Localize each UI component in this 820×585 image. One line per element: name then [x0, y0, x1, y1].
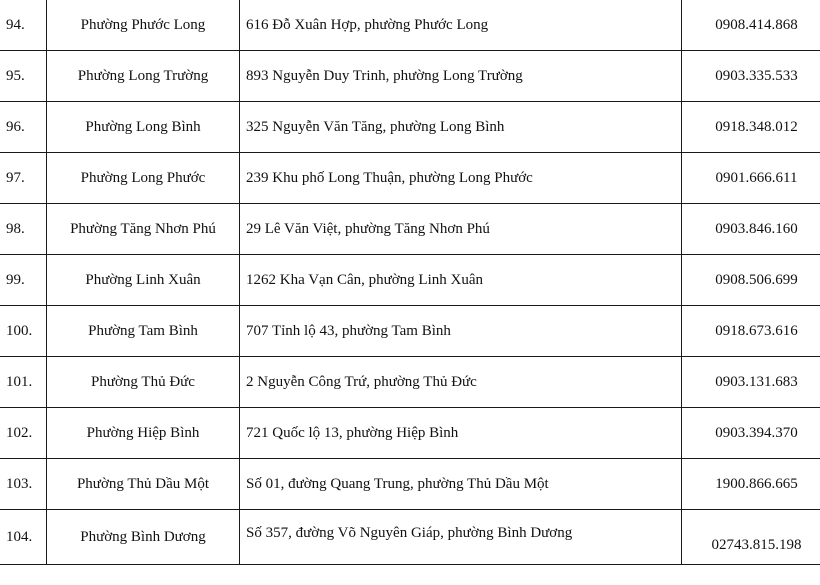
ward-address: 325 Nguyễn Văn Tăng, phường Long Bình [240, 102, 682, 153]
row-number: 100. [0, 306, 47, 357]
row-number: 104. [0, 510, 47, 565]
table-row [0, 204, 820, 255]
ward-phone: 0908.506.699 [682, 255, 820, 306]
ward-address: 707 Tỉnh lộ 43, phường Tam Bình [240, 306, 682, 357]
row-number: 94. [0, 0, 47, 51]
ward-phone: 0908.414.868 [682, 0, 820, 51]
ward-phone: 0918.673.616 [682, 306, 820, 357]
table-row [0, 51, 820, 102]
ward-phone: 0918.348.012 [682, 102, 820, 153]
ward-address: 29 Lê Văn Việt, phường Tăng Nhơn Phú [240, 204, 682, 255]
ward-name: Phường Bình Dương [47, 510, 240, 565]
table-row [0, 102, 820, 153]
ward-name: Phường Thủ Đức [47, 357, 240, 408]
table-row [0, 0, 820, 51]
ward-address: 721 Quốc lộ 13, phường Hiệp Bình [240, 408, 682, 459]
row-number: 101. [0, 357, 47, 408]
ward-name: Phường Phước Long [47, 0, 240, 51]
row-number: 95. [0, 51, 47, 102]
row-number: 96. [0, 102, 47, 153]
table-row [0, 306, 820, 357]
table-row [0, 357, 820, 408]
ward-name: Phường Tam Bình [47, 306, 240, 357]
ward-address: 239 Khu phố Long Thuận, phường Long Phước [240, 153, 682, 204]
ward-address-cell [240, 510, 682, 565]
ward-name: Phường Thủ Dầu Một [47, 459, 240, 510]
row-number: 97. [0, 153, 47, 204]
ward-phone: 02743.815.198 [711, 536, 802, 553]
ward-name: Phường Tăng Nhơn Phú [47, 204, 240, 255]
ward-name: Phường Long Trường [47, 51, 240, 102]
ward-phone: 0903.846.160 [682, 204, 820, 255]
ward-phone: 1900.866.665 [682, 459, 820, 510]
ward-phone-cell [682, 510, 820, 565]
ward-address: 1262 Kha Vạn Cân, phường Linh Xuân [240, 255, 682, 306]
row-number: 102. [0, 408, 47, 459]
row-number: 99. [0, 255, 47, 306]
ward-address: 893 Nguyễn Duy Trinh, phường Long Trường [240, 51, 682, 102]
ward-address: Số 357, đường Võ Nguyên Giáp, phường Bình Dương [246, 524, 573, 541]
ward-phone: 0903.335.533 [682, 51, 820, 102]
ward-phone: 0903.131.683 [682, 357, 820, 408]
ward-name: Phường Long Bình [47, 102, 240, 153]
ward-phone: 0901.666.611 [682, 153, 820, 204]
ward-address: 2 Nguyễn Công Trứ, phường Thủ Đức [240, 357, 682, 408]
ward-address: Số 01, đường Quang Trung, phường Thủ Dầu Một [240, 459, 682, 510]
table-row [0, 255, 820, 306]
ward-name: Phường Linh Xuân [47, 255, 240, 306]
row-number: 98. [0, 204, 47, 255]
table-row [0, 510, 820, 565]
ward-name: Phường Long Phước [47, 153, 240, 204]
ward-address: 616 Đỗ Xuân Hợp, phường Phước Long [240, 0, 682, 51]
table-row [0, 153, 820, 204]
ward-name: Phường Hiệp Bình [47, 408, 240, 459]
table-row [0, 408, 820, 459]
ward-phone: 0903.394.370 [682, 408, 820, 459]
row-number: 103. [0, 459, 47, 510]
table-row [0, 459, 820, 510]
